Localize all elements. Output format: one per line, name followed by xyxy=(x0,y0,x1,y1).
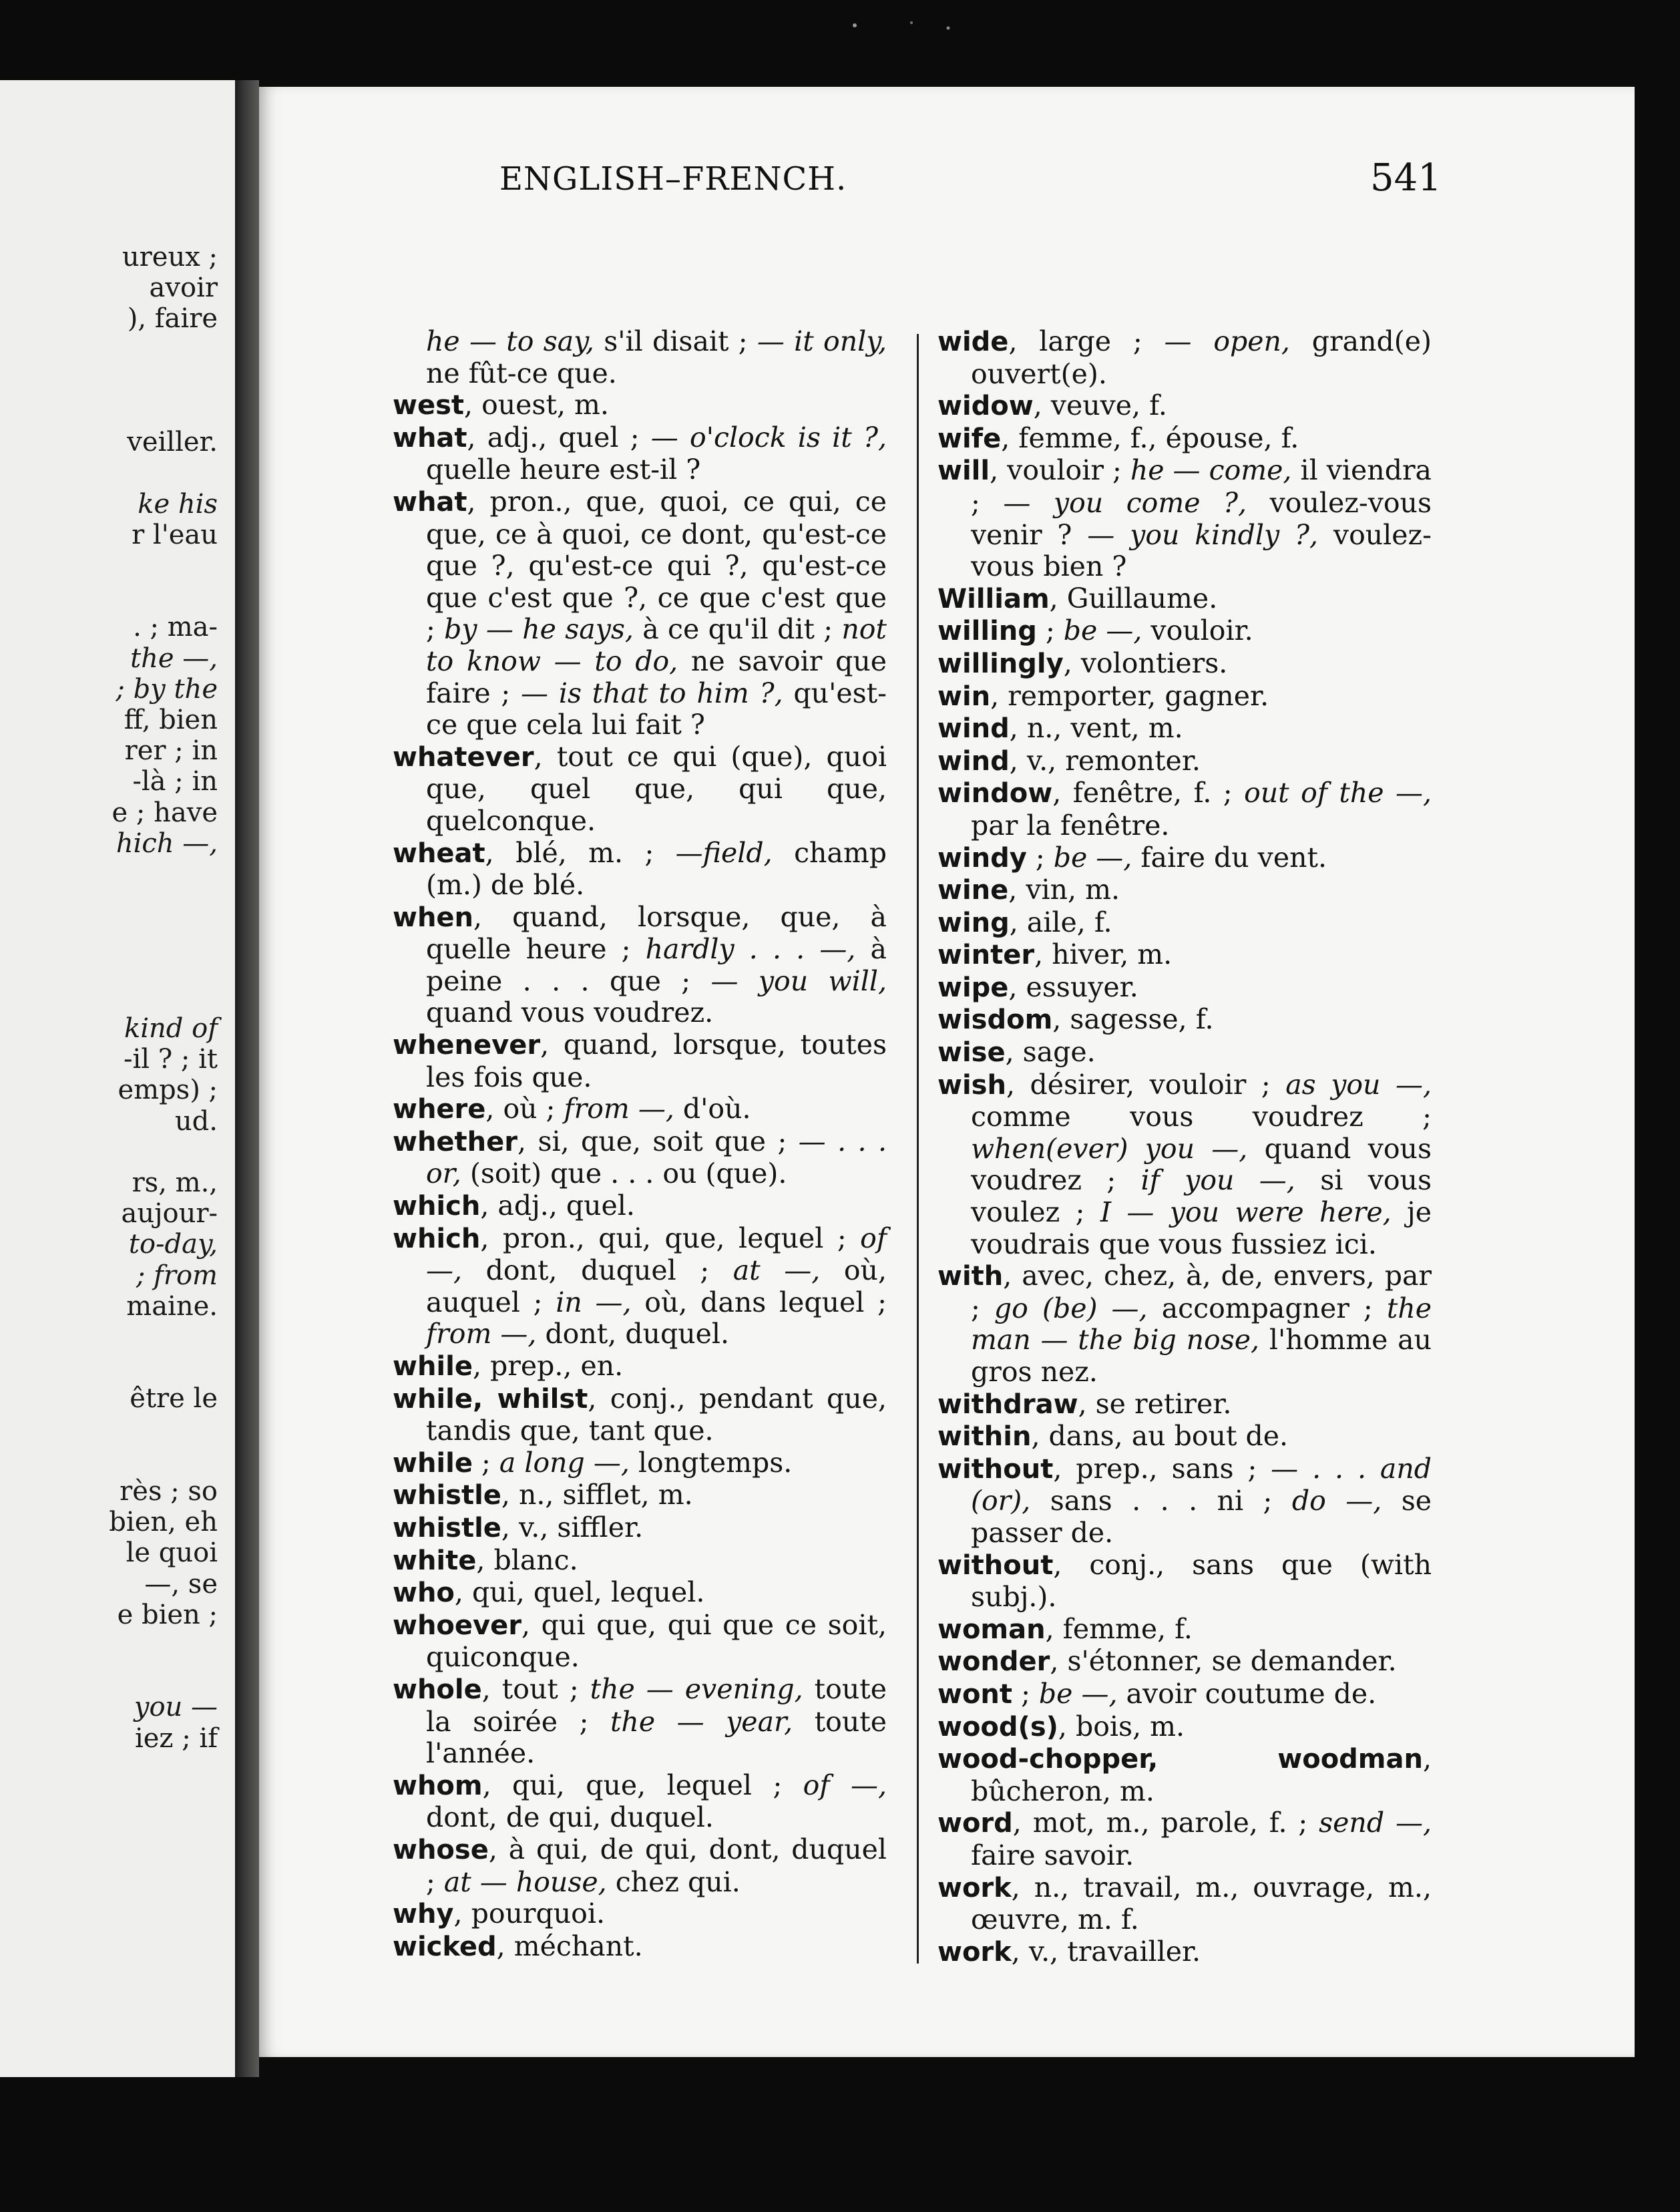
entry-gloss: , prep., sans ; xyxy=(1053,1452,1271,1485)
entry-example: he — come, xyxy=(1130,454,1292,487)
entry-gloss: faire du vent. xyxy=(1132,841,1327,874)
entry-example: go (be) —, xyxy=(994,1292,1148,1324)
entry-headword: wood-chopper, woodman xyxy=(937,1744,1423,1775)
entry-headword: woman xyxy=(937,1614,1046,1645)
entry-headword: William xyxy=(937,583,1050,614)
dictionary-entry xyxy=(393,1350,887,1383)
dictionary-entry xyxy=(393,1610,887,1674)
dictionary-entry xyxy=(937,939,1432,972)
dictionary-entry xyxy=(393,422,887,486)
entry-gloss: se passer de. xyxy=(971,1485,1432,1549)
entry-gloss: quelle heure est-il ? xyxy=(426,453,701,486)
dictionary-entry xyxy=(393,1834,887,1898)
dictionary-entry xyxy=(393,1447,887,1480)
entry-headword: windy xyxy=(937,842,1027,874)
entry-example: — o'clock is it ?, xyxy=(650,421,887,453)
entry-example: in —, xyxy=(556,1286,632,1318)
entry-headword: whistle xyxy=(393,1480,501,1511)
entry-example: the — evening, xyxy=(590,1672,803,1705)
entry-example: he — to say, xyxy=(426,325,594,357)
dictionary-entry xyxy=(393,1577,887,1610)
dictionary-entry xyxy=(937,615,1432,648)
dictionary-entry xyxy=(937,681,1432,713)
dictionary-entry xyxy=(937,972,1432,1004)
entry-gloss: , essuyer. xyxy=(1008,970,1138,1003)
entry-gloss: où, auquel ; xyxy=(426,1254,887,1318)
left-page-line: to-day, xyxy=(128,1229,218,1260)
entry-headword: will xyxy=(937,455,990,487)
left-page-line: hich —, xyxy=(116,827,218,859)
entry-example: be —, xyxy=(1063,614,1142,647)
entry-headword: wide xyxy=(937,327,1009,357)
entry-gloss: par la fenêtre. xyxy=(971,809,1170,842)
book-gutter xyxy=(235,80,259,2077)
entry-gloss: , mot, m., parole, f. ; xyxy=(1012,1807,1319,1839)
dictionary-entry xyxy=(937,1004,1432,1037)
entry-gloss: sans . . . ni ; xyxy=(1030,1485,1292,1517)
dictionary-entry xyxy=(393,1126,887,1190)
entry-gloss: il viendra ; xyxy=(971,454,1432,519)
entry-gloss: si vous voulez ; xyxy=(971,1164,1432,1229)
entry-gloss: à peine . . . que ; xyxy=(426,933,887,997)
dictionary-entry xyxy=(937,648,1432,681)
entry-gloss: , à qui, de qui, dont, duquel ; xyxy=(426,1833,887,1898)
entry-headword: withdraw xyxy=(937,1389,1078,1420)
entry-example: as you —, xyxy=(1285,1068,1432,1101)
entry-gloss: , tout ; xyxy=(481,1672,590,1705)
entry-gloss: , bûcheron, m. xyxy=(971,1742,1432,1807)
dictionary-entry xyxy=(937,1069,1432,1261)
entry-headword: while xyxy=(393,1447,473,1479)
entry-example: from —, xyxy=(564,1093,674,1125)
dictionary-entry xyxy=(393,326,887,389)
left-page-line: maine. xyxy=(126,1290,218,1322)
dictionary-entry xyxy=(937,1421,1432,1453)
dictionary-entry xyxy=(393,1931,887,1964)
entry-headword: with xyxy=(937,1261,1004,1292)
entry-example: by — he says, xyxy=(444,613,634,646)
entry-gloss: ; xyxy=(1026,841,1054,874)
entry-headword: willing xyxy=(937,616,1037,647)
left-page-line: e ; have xyxy=(112,797,218,828)
dictionary-entry xyxy=(393,1223,887,1350)
dictionary-entry xyxy=(937,390,1432,423)
entry-example: at — house, xyxy=(443,1865,607,1898)
entry-gloss: , qui, que, lequel ; xyxy=(482,1769,803,1801)
dictionary-entry xyxy=(937,1453,1432,1549)
entry-example: — open, xyxy=(1164,325,1290,357)
entry-gloss: d'où. xyxy=(674,1093,751,1125)
page-number: 541 xyxy=(1370,156,1442,200)
left-page-line: ud. xyxy=(174,1105,218,1137)
entry-gloss: dont, duquel ; xyxy=(462,1254,733,1287)
entry-headword: whatever xyxy=(393,741,534,773)
dictionary-entry xyxy=(937,1646,1432,1678)
entry-headword: whom xyxy=(393,1770,483,1801)
entry-gloss: , aile, f. xyxy=(1009,906,1112,938)
entry-gloss: , Guillaume. xyxy=(1049,582,1218,614)
left-page-line: -là ; in xyxy=(132,766,218,797)
dictionary-entry xyxy=(393,486,887,741)
entry-headword: wisdom xyxy=(937,1004,1053,1036)
entry-gloss: , n., vent, m. xyxy=(1009,712,1183,745)
dictionary-entry xyxy=(937,326,1432,390)
entry-example: — . . . and (or), xyxy=(971,1452,1432,1517)
scan-specks xyxy=(848,16,955,43)
left-page-line: ff, bien xyxy=(124,705,218,735)
entry-headword: winter xyxy=(937,940,1035,971)
entry-gloss: , pron., que, quoi, ce qui, ce que, ce à quoi, ce dont, qu'est-ce que ?, qu'est-ce qui ?, qu'est-ce que c'est que ?, ce que c'est que ; xyxy=(426,485,887,646)
dictionary-entry xyxy=(393,1512,887,1545)
left-page-line: ke his xyxy=(138,488,218,520)
entry-example: I — you were here, xyxy=(1100,1196,1392,1229)
entry-example: — it only, xyxy=(757,325,887,357)
left-page-line: r l'eau xyxy=(132,519,218,550)
entry-headword: win xyxy=(937,681,991,712)
dictionary-entry xyxy=(937,1389,1432,1421)
entry-headword: without xyxy=(937,1453,1054,1485)
entry-example: — is that to him ?, xyxy=(521,677,783,709)
entry-headword: which xyxy=(393,1223,481,1254)
dictionary-entry xyxy=(937,777,1432,842)
left-page-line: rer ; in xyxy=(124,735,218,767)
left-page-line: le quoi xyxy=(126,1537,218,1569)
entry-example: the man — the big nose, xyxy=(971,1292,1432,1356)
left-page-line: kind of xyxy=(124,1013,218,1044)
entry-gloss: je voudrais que vous fussiez ici. xyxy=(971,1196,1432,1260)
entry-gloss: grand(e) ouvert(e). xyxy=(971,325,1432,390)
entry-gloss: , pron., qui, que, lequel ; xyxy=(480,1222,861,1254)
entry-gloss: , tout ce qui (que), quoi que, quel que, qui que, quelconque. xyxy=(426,740,887,837)
entry-headword: while xyxy=(393,1351,473,1382)
entry-gloss: , veuve, f. xyxy=(1033,389,1167,422)
column-left xyxy=(393,326,887,1963)
entry-headword: wife xyxy=(937,423,1002,454)
entry-gloss: , adj., quel. xyxy=(480,1189,635,1222)
entry-example: — you will, xyxy=(710,964,887,997)
left-page-line: the —, xyxy=(130,642,218,674)
entry-example: when(ever) you —, xyxy=(971,1132,1248,1165)
entry-gloss: , v., siffler. xyxy=(501,1511,644,1543)
entry-example: if you —, xyxy=(1140,1164,1295,1197)
entry-example: be —, xyxy=(1053,841,1132,874)
entry-gloss: , v., travailler. xyxy=(1011,1935,1201,1968)
entry-example: hardly . . . —, xyxy=(645,933,856,966)
entry-gloss: comme vous voudrez ; xyxy=(971,1101,1432,1133)
dictionary-entry xyxy=(393,902,887,1029)
entry-gloss: qu'est-ce que cela lui fait ? xyxy=(426,677,887,741)
entry-gloss: , conj., sans que (with subj.). xyxy=(971,1548,1432,1614)
entry-gloss: accompagner ; xyxy=(1147,1292,1387,1324)
left-page-line: emps) ; xyxy=(118,1075,218,1106)
entry-example: —field, xyxy=(675,836,773,869)
entry-headword: wish xyxy=(937,1069,1006,1101)
dictionary-entry xyxy=(937,1743,1432,1807)
dictionary-entry xyxy=(937,745,1432,778)
entry-gloss: ne fût-ce que. xyxy=(426,357,617,389)
entry-headword: where xyxy=(393,1094,486,1125)
dictionary-entry xyxy=(937,1936,1432,1969)
entry-gloss: l'homme au gros nez. xyxy=(971,1324,1432,1388)
dictionary-entry xyxy=(937,1678,1432,1711)
dictionary-entry xyxy=(393,741,887,838)
entry-gloss: , large ; xyxy=(1008,325,1165,357)
entry-gloss: , sagesse, f. xyxy=(1052,1003,1214,1036)
entry-example: — . . . or, xyxy=(426,1125,887,1190)
dictionary-entry xyxy=(937,907,1432,940)
entry-gloss: , blé, m. ; xyxy=(485,836,676,869)
dictionary-entry xyxy=(937,1807,1432,1871)
entry-headword: whoever xyxy=(393,1610,521,1641)
entry-gloss: , avec, chez, à, de, envers, par ; xyxy=(971,1260,1432,1324)
left-page-line: ; by the xyxy=(116,673,218,705)
entry-headword: which xyxy=(393,1191,481,1222)
entry-gloss: , si, que, soit que ; xyxy=(517,1125,799,1157)
entry-gloss: , dans, au bout de. xyxy=(1031,1420,1288,1453)
entry-gloss: , quand, lorsque, toutes les fois que. xyxy=(426,1029,887,1093)
entry-headword: within xyxy=(937,1421,1032,1453)
entry-example: — you come ?, xyxy=(1003,486,1247,519)
left-page-line: aujour- xyxy=(121,1198,218,1230)
entry-headword: when xyxy=(393,902,474,933)
left-page-line: veiller. xyxy=(127,427,218,458)
dictionary-entry xyxy=(937,423,1432,455)
entry-gloss: ; xyxy=(1036,614,1064,647)
entry-headword: word xyxy=(937,1808,1013,1839)
entry-gloss: , quand, lorsque, que, à quelle heure ; xyxy=(426,900,887,966)
dictionary-entry xyxy=(937,583,1432,616)
dictionary-entry xyxy=(393,1545,887,1578)
entry-example: be —, xyxy=(1038,1677,1118,1710)
left-page-line: avoir xyxy=(149,272,218,304)
entry-gloss: , femme, f. xyxy=(1045,1612,1193,1645)
running-header: ENGLISH–FRENCH. xyxy=(499,160,847,198)
entry-gloss: où, dans lequel ; xyxy=(631,1286,887,1318)
entry-gloss: dont, de qui, duquel. xyxy=(426,1801,714,1834)
entry-headword: while, whilst xyxy=(393,1383,588,1415)
entry-gloss: faire savoir. xyxy=(971,1839,1134,1871)
entry-gloss: champ (m.) de blé. xyxy=(426,836,887,902)
left-page-fragment xyxy=(0,80,235,2077)
entry-example: of —, xyxy=(426,1222,887,1287)
entry-headword: wont xyxy=(937,1678,1013,1710)
entry-headword: what xyxy=(393,486,467,518)
entry-headword: wing xyxy=(937,907,1010,938)
dictionary-entry xyxy=(393,838,887,902)
dictionary-entry xyxy=(937,1260,1432,1388)
entry-gloss: (soit) que . . . ou (que). xyxy=(461,1157,787,1190)
entry-headword: window xyxy=(937,778,1053,809)
entry-headword: whole xyxy=(393,1674,482,1705)
entry-gloss: longtemps. xyxy=(629,1446,793,1479)
left-page-line: ), faire xyxy=(127,303,218,335)
entry-headword: widow xyxy=(937,391,1034,422)
entry-gloss: , désirer, vouloir ; xyxy=(1006,1068,1286,1101)
entry-gloss: , femme, f., épouse, f. xyxy=(1001,421,1299,454)
entry-gloss: , qui, quel, lequel. xyxy=(454,1576,705,1609)
entry-gloss: , prep., en. xyxy=(472,1350,624,1382)
entry-gloss: à ce qu'il dit ; xyxy=(633,613,842,646)
entry-example: of —, xyxy=(803,1769,887,1801)
entry-gloss: dont, duquel. xyxy=(536,1318,730,1350)
entry-headword: whose xyxy=(393,1834,489,1865)
entry-headword: work xyxy=(937,1872,1012,1903)
entry-gloss: , méchant. xyxy=(496,1929,643,1962)
entry-gloss: , n., travail, m., ouvrage, m., œuvre, m. f. xyxy=(971,1871,1432,1936)
entry-gloss: , hiver, m. xyxy=(1034,938,1173,971)
dictionary-entry xyxy=(937,1549,1432,1614)
entry-example: — you kindly ?, xyxy=(1087,518,1319,551)
dictionary-entry xyxy=(393,1029,887,1093)
entry-headword: whether xyxy=(393,1126,518,1157)
dictionary-entry xyxy=(393,1093,887,1126)
entry-gloss: , bois, m. xyxy=(1058,1710,1185,1742)
left-page-line: bien, eh xyxy=(109,1507,218,1538)
left-page-line: —, se xyxy=(144,1568,218,1600)
entry-headword: wine xyxy=(937,875,1009,906)
entry-gloss: quand vous voudrez. xyxy=(426,996,714,1029)
entry-example: at —, xyxy=(732,1254,821,1287)
entry-headword: wonder xyxy=(937,1646,1050,1678)
left-page-line: ureux ; xyxy=(122,242,218,272)
entry-example: not to know — to do, xyxy=(426,613,887,677)
entry-headword: who xyxy=(393,1578,455,1609)
left-page-line: rs, m., xyxy=(132,1167,218,1198)
left-page-line: ; from xyxy=(136,1260,218,1291)
entry-gloss: , se retirer. xyxy=(1078,1387,1232,1420)
dictionary-entry xyxy=(393,1479,887,1512)
entry-headword: white xyxy=(393,1545,477,1576)
dictionary-entry xyxy=(393,389,887,422)
left-page-line: rès ; so xyxy=(120,1476,218,1507)
left-page-line: you — xyxy=(134,1692,218,1723)
entry-gloss: , vin, m. xyxy=(1008,874,1120,906)
entry-headword: wise xyxy=(937,1037,1006,1069)
column-divider xyxy=(917,334,919,1964)
left-page-line: -il ? ; it xyxy=(123,1044,218,1075)
entry-gloss: toute l'année. xyxy=(426,1705,887,1770)
entry-headword: wipe xyxy=(937,972,1009,1003)
entry-gloss: , v., remonter. xyxy=(1009,744,1201,777)
entry-gloss: , remporter, gagner. xyxy=(990,679,1269,712)
entry-gloss: , fenêtre, f. ; xyxy=(1052,777,1245,809)
dictionary-entry xyxy=(393,1770,887,1834)
entry-headword: willingly xyxy=(937,648,1064,679)
dictionary-entry xyxy=(937,1614,1432,1646)
entry-example: from —, xyxy=(426,1318,537,1350)
entry-headword: whistle xyxy=(393,1512,501,1543)
dictionary-entry xyxy=(937,1711,1432,1744)
dictionary-entry xyxy=(393,1190,887,1223)
entry-gloss: , n., sifflet, m. xyxy=(501,1479,693,1511)
column-right xyxy=(937,326,1432,1968)
dictionary-entry xyxy=(937,874,1432,907)
entry-gloss: , qui que, qui que ce soit, quiconque. xyxy=(426,1608,887,1674)
left-page-line: être le xyxy=(130,1383,218,1415)
dictionary-entry xyxy=(937,1872,1432,1936)
entry-gloss: , où ; xyxy=(485,1093,564,1125)
entry-gloss: , blanc. xyxy=(476,1543,578,1576)
entry-gloss: , s'étonner, se demander. xyxy=(1050,1645,1397,1678)
entry-headword: why xyxy=(393,1899,454,1930)
entry-gloss: quand vous voudrez ; xyxy=(971,1132,1432,1197)
dictionary-entry xyxy=(937,713,1432,745)
entry-gloss: ; xyxy=(472,1446,499,1479)
entry-gloss: ne savoir que faire ; xyxy=(426,644,887,709)
entry-gloss: , adj., quel ; xyxy=(467,421,651,453)
entry-gloss: voulez-vous venir ? xyxy=(971,486,1432,551)
entry-gloss: s'il disait ; xyxy=(594,325,757,357)
entry-gloss: , vouloir ; xyxy=(990,454,1130,487)
entry-headword: work xyxy=(937,1936,1012,1968)
entry-gloss: , sage. xyxy=(1005,1036,1096,1069)
entry-example: send —, xyxy=(1319,1807,1432,1839)
left-page-line: iez ; if xyxy=(134,1722,218,1754)
entry-gloss: avoir coutume de. xyxy=(1117,1677,1377,1710)
entry-example: out of the —, xyxy=(1244,777,1432,809)
entry-gloss: , pourquoi. xyxy=(453,1897,605,1930)
entry-headword: wind xyxy=(937,745,1010,777)
dictionary-entry xyxy=(937,455,1432,582)
entry-example: the — year, xyxy=(610,1705,793,1738)
entry-headword: wicked xyxy=(393,1931,497,1962)
entry-gloss: vouloir. xyxy=(1142,614,1253,647)
entry-headword: what xyxy=(393,422,467,453)
dictionary-entry xyxy=(393,1383,887,1447)
entry-headword: wheat xyxy=(393,838,485,869)
left-page-line: . ; ma- xyxy=(133,612,218,643)
entry-gloss: voulez-vous bien ? xyxy=(971,518,1432,583)
dictionary-entry xyxy=(393,1674,887,1770)
entry-headword: whenever xyxy=(393,1030,541,1061)
entry-gloss: , conj., pendant que, tandis que, tant que. xyxy=(426,1382,887,1447)
entry-gloss: toute la soirée ; xyxy=(426,1672,887,1738)
entry-headword: without xyxy=(937,1549,1054,1581)
dictionary-entry xyxy=(393,1898,887,1931)
entry-gloss: , ouest, m. xyxy=(464,389,609,421)
dictionary-entry xyxy=(937,1037,1432,1069)
dictionary-entry xyxy=(937,842,1432,875)
entry-headword: wind xyxy=(937,713,1010,745)
entry-example: a long —, xyxy=(499,1446,630,1479)
entry-headword: wood(s) xyxy=(937,1711,1058,1742)
entry-headword: west xyxy=(393,390,465,421)
left-page-line: e bien ; xyxy=(117,1599,218,1630)
entry-example: do —, xyxy=(1291,1485,1382,1517)
entry-gloss: , volontiers. xyxy=(1063,647,1228,679)
entry-gloss: chez qui. xyxy=(606,1865,741,1898)
entry-gloss: ; xyxy=(1012,1677,1039,1710)
